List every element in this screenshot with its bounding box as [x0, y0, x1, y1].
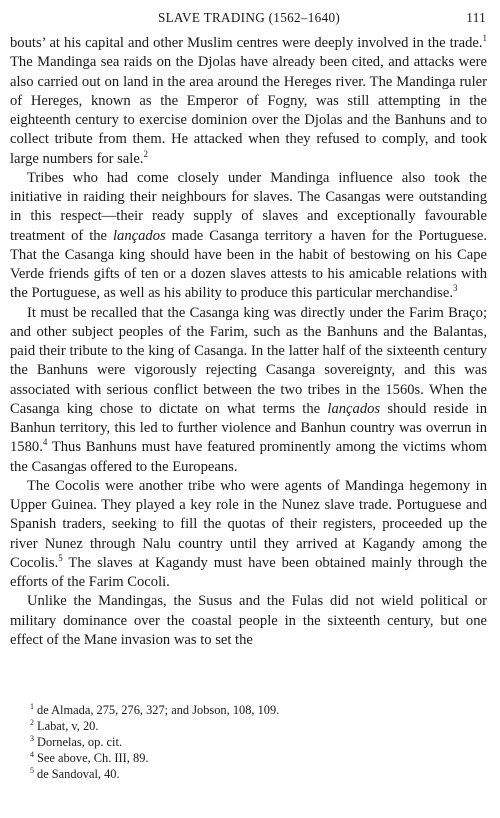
footnote-text: de Almada, 275, 276, 327; and Jobson, 108, 109. [37, 703, 280, 717]
footnotes [30, 702, 470, 782]
body-text [10, 34, 487, 650]
text-run: It must be recalled that the Casanga king was directly under the Farim Braço; and other subject peoples of the Farim, such as the Banhuns and the Balantas, paid their tribute to the king of Casanga. In the latter half of the sixteenth century the Banhuns were vigorously rejecting Casanga sovereignty, and this was associated with serious conflict between the two tribes in the 1560s. When the Casanga king chose to dictate on what terms the [10, 304, 487, 417]
footnote [30, 718, 470, 734]
italic-term: lançados [113, 227, 166, 244]
footnote-text: See above, Ch. III, 89. [37, 751, 149, 765]
paragraph [10, 169, 487, 304]
footnote [30, 734, 470, 750]
text-run: The Mandinga sea raids on the Djolas have already been cited, and attacks were also carried out on land in the area around the Hereges river. The Mandinga ruler of Hereges, known as the Emperor of Fogny, was still attempting in the eighteenth century to exercise dominion over the Djolas and the Banhuns and to collect tribute from them. He attacked when they refused to comply, and took large numbers for sale. [10, 54, 487, 167]
text-run: Tribes who had come closely under Mandinga influence also took the initiative in raiding their neighbours for slaves. The Casangas were outstanding in this respect—their ready supply of slaves and exceptionally favourable treatment of the [10, 169, 487, 244]
italic-term: lançados [327, 400, 381, 417]
footnote-ref: 2 [143, 148, 148, 159]
footnote-text: de Sandoval, 40. [37, 767, 120, 781]
footnote [30, 702, 470, 718]
paragraph [10, 477, 487, 593]
footnote [30, 766, 470, 782]
paragraph [10, 34, 487, 169]
footnote-number: 2 [30, 717, 34, 727]
running-header [12, 10, 486, 28]
paragraph [10, 304, 487, 477]
text-run: should reside in Banhun territory, this led to further violence and Banhun country was overrun in 1580. [10, 400, 487, 456]
text-run: bouts’ at his capital and other Muslim centres were deeply involved in the trade. [10, 35, 483, 51]
footnote-ref: 4 [42, 437, 48, 448]
footnote-ref: 5 [58, 552, 63, 563]
footnote-number: 1 [30, 701, 34, 711]
running-title: SLAVE TRADING (1562–1640) [157, 10, 341, 25]
text-run: Thus Banhuns must have featured prominently among the victims whom the Casangas offered to the Europeans. [10, 439, 487, 475]
text-run: The Cocolis were another tribe who were agents of Mandinga hegemony in Upper Guinea. They played a key role in the Nunez slave trade. Portuguese and Spanish traders, seeking to fill the quotas of their registers, proceeded up the river Nunez through Nalu country until they arrived at Kagandy among the Cocolis. [10, 477, 487, 571]
text-run: made Casanga territory a haven for the Portuguese. That the Casanga king should have been in the habit of bestowing on his Cape Verde friends gifts of ten or a dozen slaves attests to his amicable relations with the Portuguese, as well as his ability to produce this particular merchandise. [10, 227, 487, 302]
text-run: The slaves at Kagandy must have been obtained mainly through the efforts of the Farim Cocoli. [10, 554, 487, 590]
page-number: 111 [466, 10, 486, 25]
footnote-number: 3 [30, 733, 34, 743]
footnote-text: Dornelas, op. cit. [37, 735, 122, 749]
footnote-number: 4 [30, 749, 34, 759]
paragraph [10, 592, 487, 650]
footnote-number: 5 [30, 765, 34, 775]
footnote-ref: 1 [482, 33, 487, 44]
text-run: Unlike the Mandingas, the Susus and the Fulas did not wield political or military dominance over the coastal people in the sixteenth century, but one effect of the Mane invasion was to set the [10, 593, 487, 648]
footnote [30, 750, 470, 766]
footnote-ref: 3 [452, 283, 458, 294]
footnote-text: Labat, v, 20. [37, 719, 99, 733]
